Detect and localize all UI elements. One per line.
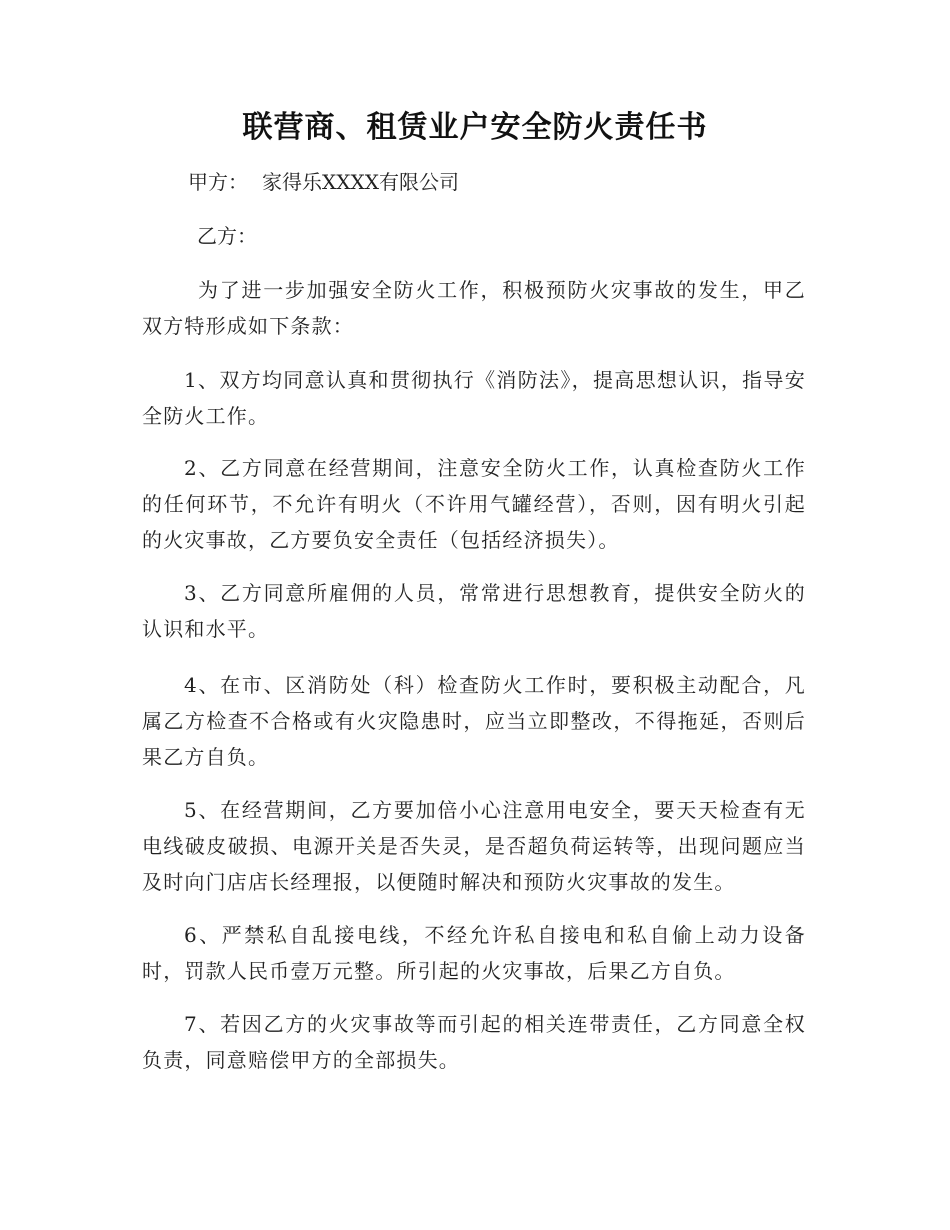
intro-paragraph: 为了进一步加强安全防火工作，积极预防火灾事故的发生，甲乙双方特形成如下条款： [142,278,806,338]
clause-5: 5、在经营期间，乙方要加倍小心注意用电安全，要天天检查有无电线破皮破损、电源开关是否失灵，是否超负荷运转等，出现问题应当及时向门店店长经理报，以便随时解决和预防火灾事故的发生。 [142,798,806,894]
clause-4: 4、在市、区消防处（科）检查防火工作时，要积极主动配合，凡属乙方检查不合格或有火灾隐患时，应当立即整改，不得拖延，否则后果乙方自负。 [142,673,806,769]
clause-6: 6、严禁私自乱接电线，不经允许私自接电和私自偷上动力设备时，罚款人民币壹万元整。所引起的火灾事故，后果乙方自负。 [142,923,806,983]
clause-2: 2、乙方同意在经营期间，注意安全防火工作，认真检查防火工作的任何环节，不允许有明火（不许用气罐经营），否则，因有明火引起的火灾事故，乙方要负安全责任（包括经济损失）。 [142,456,806,552]
clause-7: 7、若因乙方的火灾事故等而引起的相关连带责任，乙方同意全权负责，同意赔偿甲方的全部损失。 [142,1012,806,1072]
party-b-label: 乙方： [197,224,257,248]
party-a-line [188,166,459,198]
document-title: 联营商、租赁业户安全防火责任书 [242,110,708,145]
clause-3: 3、乙方同意所雇佣的人员，常常进行思想教育，提供安全防火的认识和水平。 [142,581,806,641]
party-a-value: 家得乐XXXX有限公司 [262,170,459,194]
clause-1: 1、双方均同意认真和贯彻执行《消防法》，提高思想认识，指导安全防火工作。 [142,368,806,428]
party-a-label: 甲方： [188,170,248,194]
party-b-line [197,220,257,252]
